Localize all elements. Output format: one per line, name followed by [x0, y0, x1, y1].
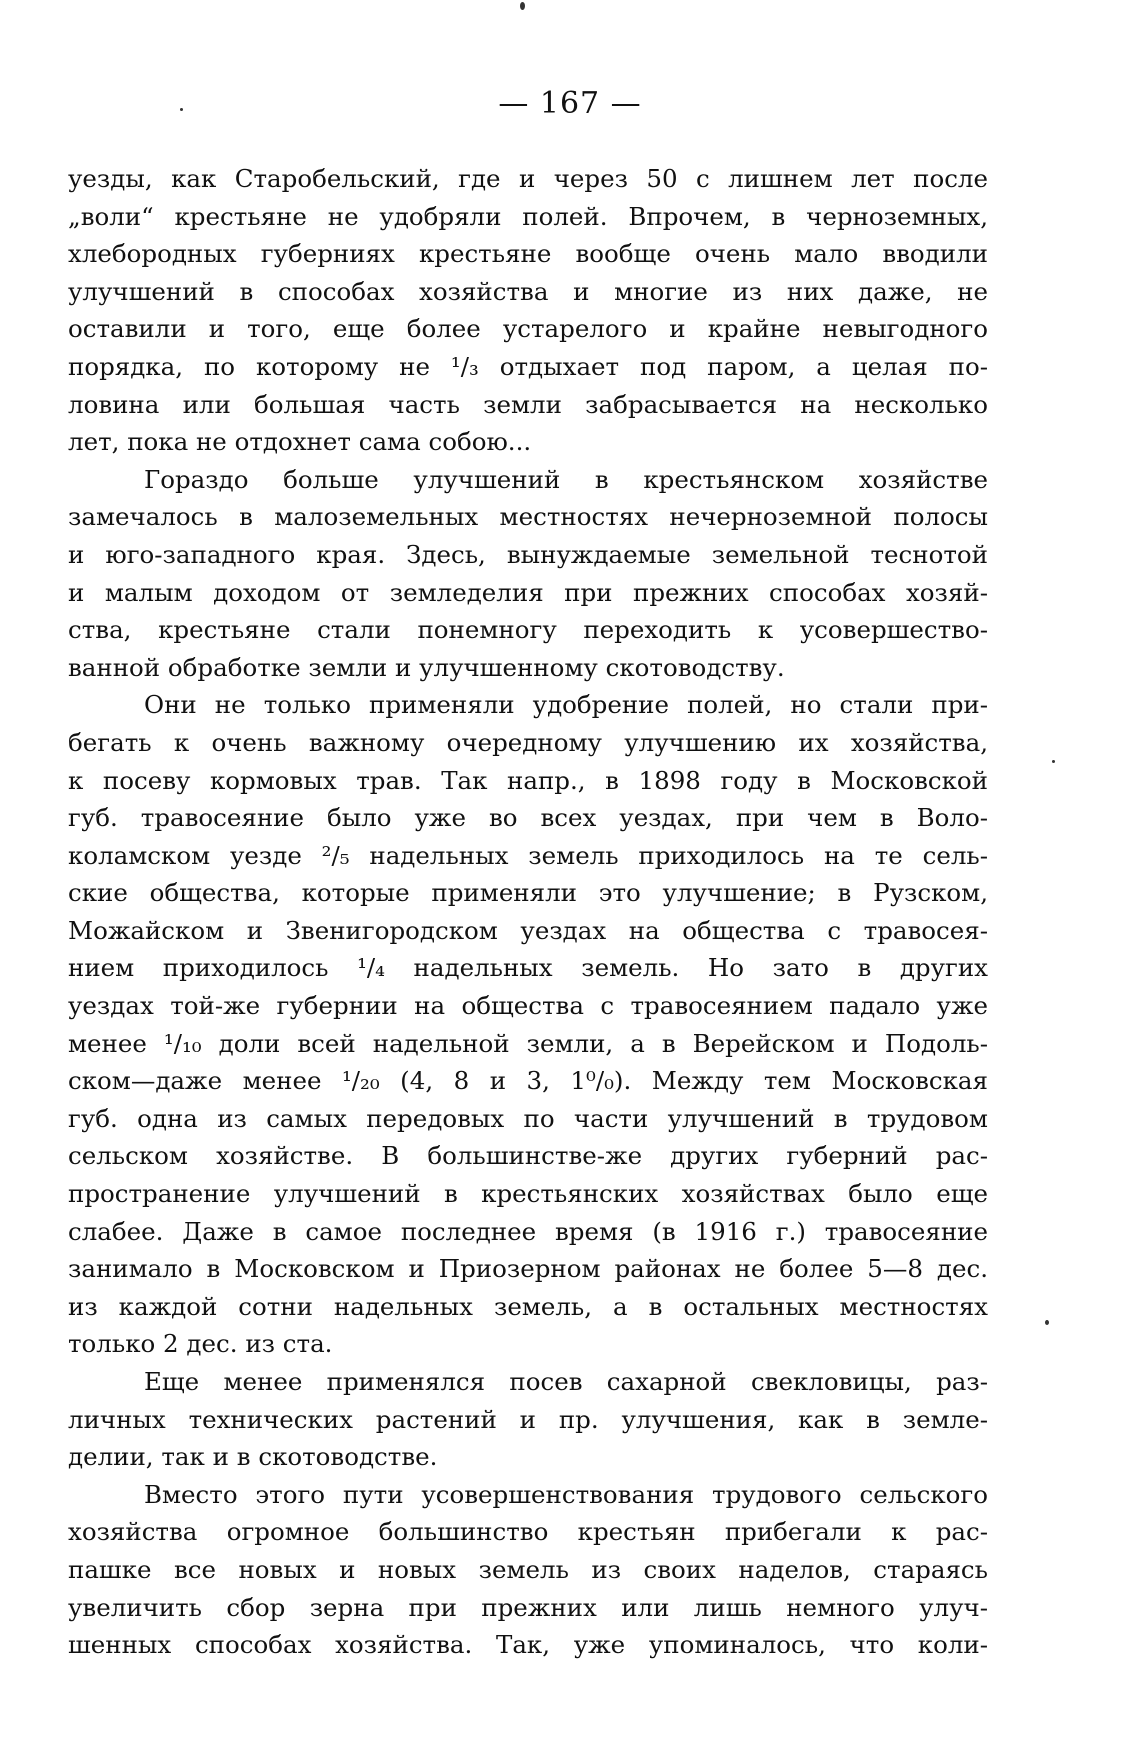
text-line: личных технических растений и пр. улучшения, как в земле- — [68, 1404, 988, 1434]
text-line: только 2 дес. из ста. — [68, 1329, 333, 1359]
page-number: — 167 — — [498, 86, 642, 121]
paragraph-first-line: Еще менее применялся посев сахарной свекловицы, раз- — [144, 1367, 988, 1396]
text-line: замечалось в малоземельных местностях нечерноземной полосы — [68, 502, 988, 532]
text-line: оставили и того, еще более устарелого и крайне невыгодного — [68, 314, 988, 344]
text-line: „воли“ крестьяне не удобряли полей. Впрочем, в черноземных, — [68, 201, 988, 231]
text-line: ства, крестьяне стали понемногу переходить к усовершество- — [68, 615, 988, 645]
text-line: ские общества, которые применяли это улучшение; в Рузском, — [68, 878, 988, 908]
text-line: губ. одна из самых передовых по части улучшений в трудовом — [68, 1103, 988, 1133]
paragraph-first-line: Они не только применяли удобрение полей, но стали при- — [144, 690, 988, 720]
scan-speck — [520, 2, 525, 10]
text-line: лет, пока не отдохнет сама собою... — [68, 427, 532, 457]
text-line: хозяйства огромное большинство крестьян прибегали к рас- — [68, 1517, 988, 1547]
text-line: уезды, как Старобельский, где и через 50 с лишнем лет после — [68, 164, 988, 193]
text-line: Можайском и Звенигородском уездах на общества с травосея- — [68, 915, 988, 945]
text-line: и малым доходом от земледелия при прежних способах хозяй- — [68, 577, 988, 607]
text-line: губ. травосеяние было уже во всех уездах, при чем в Воло- — [68, 803, 988, 833]
text-line: шенных способах хозяйства. Так, уже упоминалось, что коли- — [68, 1630, 988, 1660]
text-line: бегать к очень важному очередному улучшению их хозяйства, — [68, 727, 988, 757]
text-line: ском—даже менее ¹/₂₀ (4, 8 и 3, 1⁰/₀). Между тем Московская — [68, 1066, 988, 1096]
text-line: слабее. Даже в самое последнее время (в 1916 г.) травосеяние — [68, 1216, 988, 1246]
text-line: ванной обработке земли и улучшенному скотоводству. — [68, 652, 785, 682]
text-line: из каждой сотни надельных земель, а в остальных местностях — [68, 1291, 988, 1321]
scan-speck — [1045, 1320, 1049, 1325]
text-line: и юго-западного края. Здесь, вынуждаемые земельной теснотой — [68, 539, 988, 569]
text-line: уездах той-же губернии на общества с травосеянием падало уже — [68, 991, 988, 1021]
paragraph-first-line: Вместо этого пути усовершенствования трудового сельского — [144, 1479, 988, 1509]
text-line: делии, так и в скотоводстве. — [68, 1442, 438, 1472]
text-line: порядка, по которому не ¹/₃ отдыхает под паром, а целая по- — [68, 351, 988, 381]
text-line: ловина или большая часть земли забрасывается на несколько — [68, 389, 988, 419]
text-line: занимало в Московском и Приозерном районах не более 5—8 дес. — [68, 1254, 988, 1284]
text-line: менее ¹/₁₀ доли всей надельной земли, а в Верейском и Подоль- — [68, 1028, 988, 1058]
text-line: коламском уезде ²/₅ надельных земель приходилось на те сель- — [68, 840, 988, 870]
body-text — [68, 160, 988, 1664]
scan-speck — [180, 108, 183, 111]
text-line: пространение улучшений в крестьянских хозяйствах было еще — [68, 1179, 988, 1209]
text-line: нием приходилось ¹/₄ надельных земель. Но зато в других — [68, 953, 988, 983]
text-line: хлебородных губерниях крестьяне вообще очень мало вводили — [68, 239, 988, 269]
paragraph-first-line: Гораздо больше улучшений в крестьянском хозяйстве — [144, 464, 988, 494]
text-line: к посеву кормовых трав. Так напр., в 1898 году в Московской — [68, 765, 988, 795]
text-line: пашке все новых и новых земель из своих наделов, стараясь — [68, 1554, 988, 1584]
text-line: улучшений в способах хозяйства и многие из них даже, не — [68, 276, 988, 306]
text-line: сельском хозяйстве. В большинстве-же других губерний рас- — [68, 1141, 988, 1171]
text-line: увеличить сбор зерна при прежних или лишь немного улуч- — [68, 1592, 988, 1622]
scan-speck — [1052, 760, 1055, 763]
